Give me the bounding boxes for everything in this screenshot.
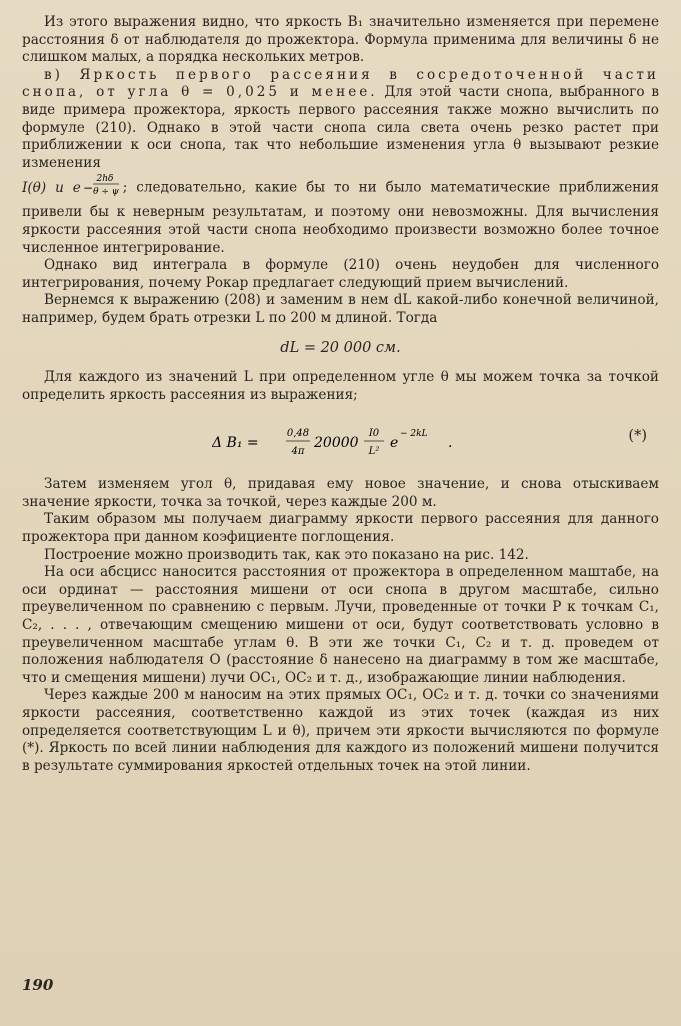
paragraph-5: Для каждого из значений L при определенном угле θ мы можем точка за точкой определить яркость рассеяния из выражения; (22, 369, 659, 403)
equation-dl: dL = 20 000 см. (280, 339, 401, 356)
paragraph-7: Таким образом мы получаем диаграмму яркости первого рассеяния для данного прожектора при данном коэфициенте поглощения. (22, 511, 659, 546)
paragraph-10: Через каждые 200 м наносим на этих прямых OC₁, OC₂ и т. д. точки со значениями яркости рассеяния, соответственно каждой из этих точек (каждая из них определяется соответствующим L и θ), причем эти яркости вычисляются по формуле (*). Яркость по всей линии наблюдения для каждого из положений мишени получится в результате суммирования яркостей отдельных точек на этой линии. (22, 687, 659, 774)
paragraph-2-continued (22, 172, 659, 257)
equation-mark: (*) (628, 428, 647, 445)
paragraph-3: Однако вид интеграла в формуле (210) очень неудобен для численного интегрирования, почему Рокар предлагает следующий прием вычислений. (22, 257, 659, 291)
frac1-numerator: 0,48 (286, 428, 310, 440)
paragraph-8: Построение можно производить так, как это показано на рис. 142. (44, 546, 529, 563)
exp-base: e (390, 435, 399, 452)
inline-exponent (81, 172, 123, 204)
inline-formula (22, 174, 123, 198)
equation-delta-b (22, 418, 659, 458)
formula-constant: 20000 (314, 435, 359, 452)
exponent-fraction (81, 172, 123, 204)
paragraph-2-text: Для этой части снопа, выбранного в виде примера прожектора, яркость первого рассеяния также можно вычислить по формуле (210). Однако в этой части снопа сила света очень резко растет при приближении к оси снопа, так что небольшие изменения угла θ вызывают резкие изменения (22, 84, 659, 171)
paragraph-2-tail: ; следовательно, какие бы то ни было математические приближения привели бы к неверным результатам, и поэтому они невозможны. Для вычисления яркости рассеяния этой части снопа необходимо произвести возможно более точное численное интегрирование. (22, 179, 659, 256)
section-heading: в) Яркость первого рассеяния в сосредоточенной части снопа, от угла θ = 0,025 и менее. (22, 66, 659, 101)
frac2-denominator: L² (368, 446, 380, 458)
svg-text:−: − (82, 181, 93, 196)
inline-formula-prefix: I(θ) и e (22, 179, 81, 196)
exponent-numerator: 2hδ (96, 174, 114, 185)
formula-tail: . (448, 435, 453, 452)
paragraph-4: Вернемся к выражению (208) и заменим в нем dL какой-либо конечной величиной, например, будем брать отрезки L по 200 м длиной. Тогда (22, 292, 659, 326)
frac1-denominator: 4π (291, 446, 305, 458)
frac2-numerator: I0 (368, 428, 380, 440)
paragraph-9: На оси абсцисс наносится расстояния от прожектора в определенном маштабе, на оси ординат — расстояния мишени от оси снопа в другом масштабе, сильно преувеличенном по сравнению с первым. Лучи, проведенные от точки P к точкам C₁, C₂, . . . , отвечающим смещению мишени от оси, будут соответствовать условно в преувеличенном масштабе углам θ. В эти же точки C₁, C₂ и т. д. проведем от положения наблюдателя O (расстояние δ нанесено на диаграмму в том же масштабе, что и смещения мишени) лучи OC₁, OC₂ и т. д., изображающие линии наблюдения. (22, 564, 659, 686)
exponent-denominator: θ ÷ ψ (92, 187, 119, 198)
paragraph-2 (22, 67, 659, 173)
formula-lhs: Δ B₁ = (212, 435, 259, 452)
delta-b-formula (212, 424, 512, 460)
paragraph-1: Из этого выражения видно, что яркость B₁ значительно изменяется при перемене расстояния δ от наблюдателя до прожектора. Формула применима для величины δ не слишком малых, а порядка нескольких метров. (22, 14, 659, 66)
exp-power: − 2kL (400, 429, 428, 440)
body-text (22, 14, 659, 775)
page-number: 190 (22, 976, 54, 994)
paragraph-6: Затем изменяем угол θ, придавая ему новое значение, и снова отыскиваем значение яркости, точка за точкой, через каждые 200 м. (22, 476, 659, 510)
